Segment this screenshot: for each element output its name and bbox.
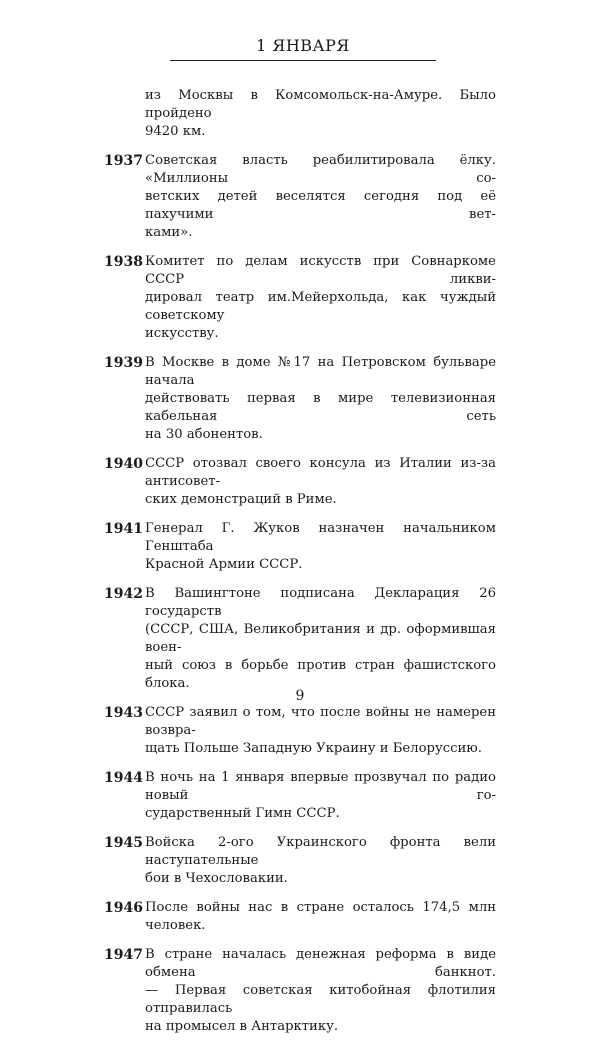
entry-line: действовать первая в мире телевизионная кабельная сеть [145,391,496,424]
entry-text [145,152,496,242]
entry-line: искусству. [145,326,219,341]
entry-1945 [104,834,496,888]
entry-text [145,520,496,574]
entry-1938 [104,253,496,343]
entry-year: 1945 [104,835,143,851]
entry-text [145,585,496,693]
entry-1944 [104,769,496,823]
entry-1941 [104,520,496,574]
entry-text [145,87,496,141]
entry-1937 [104,152,496,242]
entry-line: на промысел в Антарктику. [145,1019,339,1034]
entry-line: ветских детей веселятся сегодня под её пахучими вет- [145,189,496,222]
entry-text [145,899,496,935]
entry-line: щать Польше Западную Украину и Белоруссию. [145,741,482,756]
entry-line: бои в Чехословакии. [145,871,288,886]
page-number: 9 [295,688,305,704]
entry-line: СССР отозвал своего консула из Италии из-за антисовет- [145,456,496,489]
entry-text [145,354,496,444]
entry-line: ками». [145,225,193,240]
entry-year: 1939 [104,355,143,371]
entry-year: 1938 [104,254,143,270]
entry-line: из Москвы в Комсомольск-на-Амуре. Было пройдено [145,88,496,121]
entry-line: В Москве в доме №17 на Петровском бульваре начала [145,355,496,388]
entry-year: 1943 [104,705,143,721]
entry-line: (СССР, США, Великобритания и др. оформившая воен- [145,622,496,655]
entry-line: СССР заявил о том, что после войны не намерен возвра- [145,705,496,738]
entry-year [104,87,145,141]
entry-text [145,946,496,1036]
entry-1942 [104,585,496,693]
entry-year: 1942 [104,586,143,602]
entry-line: 9420 км. [145,124,206,139]
entry-year: 1940 [104,456,143,472]
entry-year: 1941 [104,521,143,537]
entry-line: Красной Армии СССР. [145,557,303,572]
entry-line: сударственный Гимн СССР. [145,806,340,821]
entry-line: В Вашингтоне подписана Декларация 26 государств [145,586,496,619]
entry-text [145,834,496,888]
entry-1940 [104,455,496,509]
entry-year: 1946 [104,900,143,916]
entry-text [145,769,496,823]
entry-year: 1947 [104,947,143,963]
entry-line: ный союз в борьбе против стран фашистского блока. [145,658,496,691]
entry-year: 1937 [104,153,143,169]
running-header: 1 ЯНВАРЯ [170,36,436,61]
entry-line: Советская власть реабилитировала ёлку. «Миллионы со- [145,153,496,186]
entry-line: Генерал Г. Жуков назначен начальником Генштаба [145,521,496,554]
entry-1946 [104,899,496,935]
entry-line: ских демонстраций в Риме. [145,492,337,507]
entry-continuation [104,87,496,141]
entry-line: После войны нас в стране осталось 174,5 млн человек. [145,900,496,933]
entry-text [145,455,496,509]
entry-line: Комитет по делам искусств при Совнаркоме СССР ликви- [145,254,496,287]
entry-line: на 30 абонентов. [145,427,263,442]
entry-year: 1944 [104,770,143,786]
entry-line: — Первая советская китобойная флотилия отправилась [145,983,496,1016]
chronology-list [104,87,496,1047]
entry-1947 [104,946,496,1036]
entry-text [145,253,496,343]
entry-1939 [104,354,496,444]
entry-line: дировал театр им.Мейерхольда, как чуждый советскому [145,290,496,323]
entry-line: Войска 2-ого Украинского фронта вели наступательные [145,835,496,868]
entry-line: В ночь на 1 января впервые прозвучал по радио новый го- [145,770,496,803]
entry-line: В стране началась денежная реформа в виде обмена банкнот. [145,947,496,980]
